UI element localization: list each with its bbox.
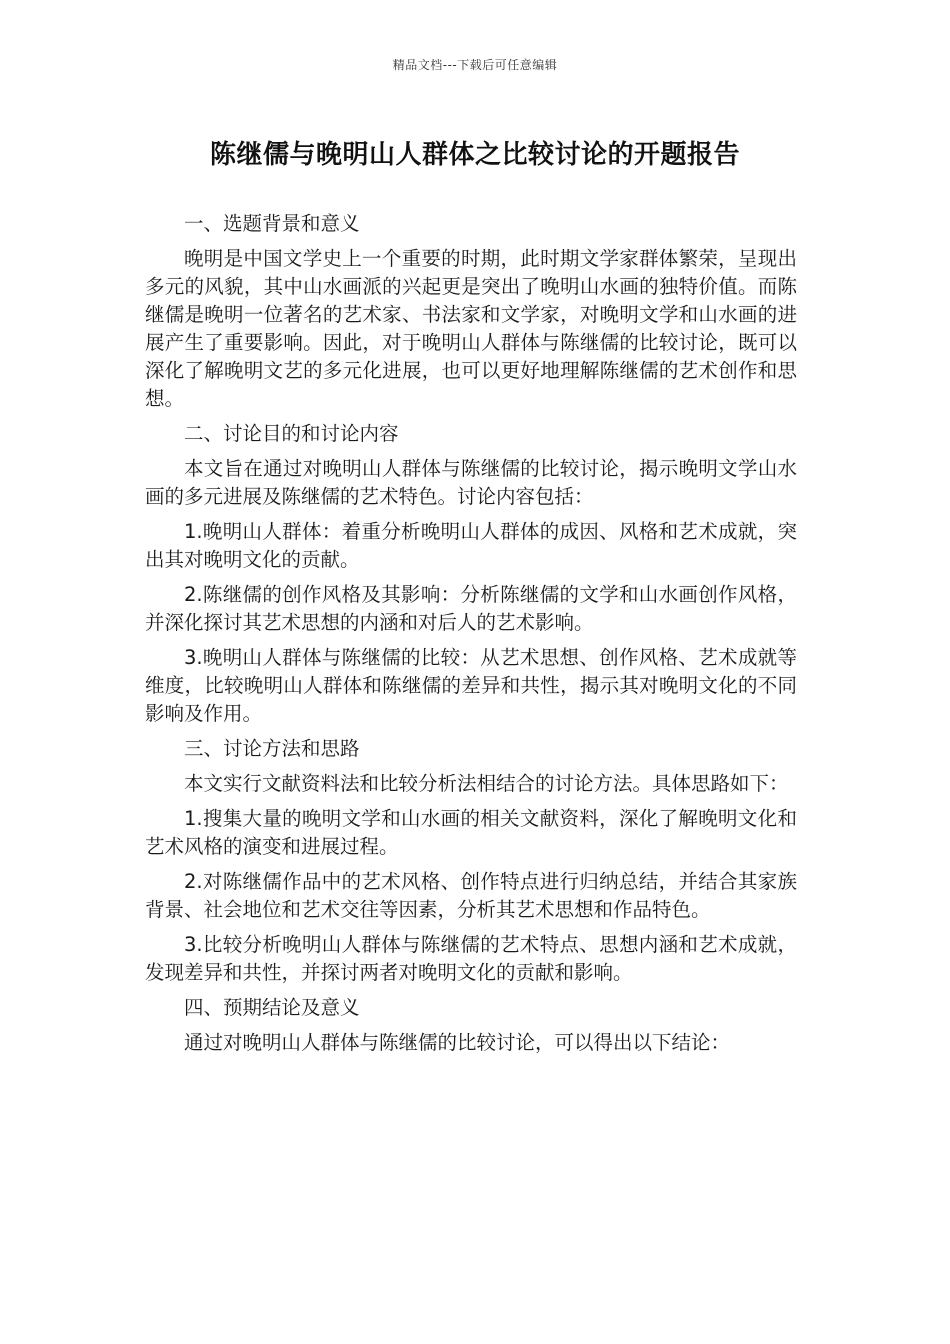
document-body <box>145 210 797 1064</box>
section-heading-purpose: 二、讨论目的和讨论内容 <box>184 422 399 445</box>
header-note: 精品文档---下载后可任意编辑 <box>392 58 558 72</box>
document-title: 陈继儒与晚明山人群体之比较讨论的开题报告 <box>209 140 740 170</box>
list-item-method-3: 3.比较分析晚明山人群体与陈继儒的艺术特点、思想内涵和艺术成就，发现差异和共性，并探讨两者对晚明文化的贡献和影响。 <box>145 933 797 984</box>
paragraph-conclusion: 通过对晚明山人群体与陈继儒的比较讨论，可以得出以下结论： <box>184 1031 731 1054</box>
list-item-method-2: 2.对陈继儒作品中的艺术风格、创作特点进行归纳总结，并结合其家族背景、社会地位和艺术交往等因素，分析其艺术思想和作品特色。 <box>145 870 797 921</box>
section-heading-background: 一、选题背景和意义 <box>184 212 360 235</box>
list-item-content-2: 2.陈继儒的创作风格及其影响：分析陈继儒的文学和山水画创作风格，并深化探讨其艺术思想的内涵和对后人的艺术影响。 <box>145 583 797 634</box>
paragraph-method: 本文实行文献资料法和比较分析法相结合的讨论方法。具体思路如下： <box>184 772 789 795</box>
paragraph-background: 晚明是中国文学史上一个重要的时期，此时期文学家群体繁荣，呈现出多元的风貌，其中山水画派的兴起更是突出了晚明山水画的独特价值。而陈继儒是晚明一位著名的艺术家、书法家和文学家，对晚明文学和山水画的进展产生了重要影响。因此，对于晚明山人群体与陈继儒的比较讨论，既可以深化了解晚明文艺的多元化进展，也可以更好地理解陈继儒的艺术创作和思想。 <box>145 247 797 410</box>
section-heading-conclusion: 四、预期结论及意义 <box>184 996 360 1019</box>
list-item-content-3: 3.晚明山人群体与陈继儒的比较：从艺术思想、创作风格、艺术成就等维度，比较晚明山人群体和陈继儒的差异和共性，揭示其对晚明文化的不同影响及作用。 <box>145 646 797 725</box>
paragraph-purpose: 本文旨在通过对晚明山人群体与陈继儒的比较讨论，揭示晚明文学山水画的多元进展及陈继儒的艺术特色。讨论内容包括： <box>145 457 797 508</box>
list-item-content-1: 1.晚明山人群体：着重分析晚明山人群体的成因、风格和艺术成就，突出其对晚明文化的贡献。 <box>145 520 797 571</box>
section-heading-method: 三、讨论方法和思路 <box>184 737 360 760</box>
list-item-method-1: 1.搜集大量的晚明文学和山水画的相关文献资料，深化了解晚明文化和艺术风格的演变和进展过程。 <box>145 807 797 858</box>
